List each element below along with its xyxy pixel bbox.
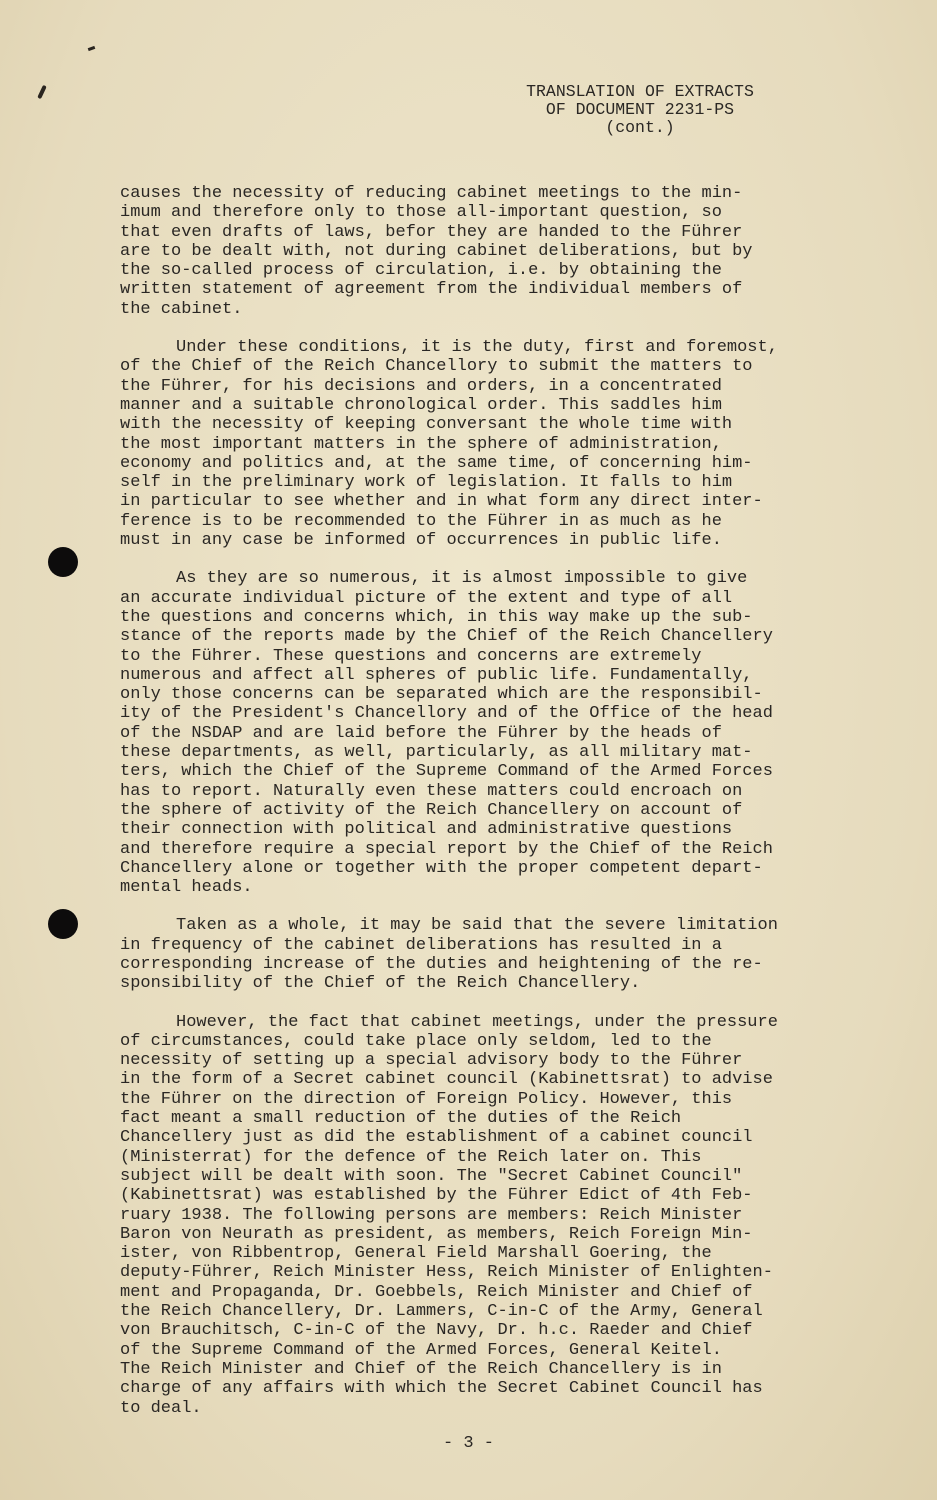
text-line: that even drafts of laws, befor they are handed to the Führer [120,222,743,242]
text-line: Under these conditions, it is the duty, first and foremost, [176,338,778,358]
text-line: manner and a suitable chronological order. This saddles him [120,395,722,415]
text-line: the so-called process of circulation, i.e. by obtaining the [120,261,722,281]
document-body [120,184,865,1437]
text-line: charge of any affairs with which the Secret Cabinet Council has [120,1379,763,1399]
text-line: ters, which the Chief of the Supreme Command of the Armed Forces [120,762,773,782]
header-document-number: OF DOCUMENT 2231-PS [545,100,735,119]
text-line: (Kabinettsrat) was established by the Führer Edict of 4th Feb- [120,1186,753,1206]
paragraph [120,916,865,993]
text-line: in particular to see whether and in what form any direct inter- [120,492,763,512]
text-line: an accurate individual picture of the extent and type of all [120,588,733,608]
text-line: in frequency of the cabinet deliberations has resulted in a [120,935,722,955]
text-line: has to report. Naturally even these matters could encroach on [120,781,743,801]
text-line: Chancellery just as did the establishment of a cabinet council [120,1128,753,1148]
text-line: (Ministerrat) for the defence of the Reich later on. This [120,1147,702,1167]
punch-hole [48,547,78,577]
text-line: their connection with political and administrative questions [120,820,733,840]
text-line: only those concerns can be separated which are the responsibil- [120,685,763,705]
text-line: ment and Propaganda, Dr. Goebbels, Reich Minister and Chief of [120,1282,753,1302]
text-line: these departments, as well, particularly, as all military mat- [120,743,753,763]
text-line: However, the fact that cabinet meetings, under the pressure [176,1012,778,1032]
text-line: the Führer, for his decisions and orders, in a concentrated [120,376,722,396]
text-line: ister, von Ribbentrop, General Field Marshall Goering, the [120,1244,712,1264]
text-line: of the Chief of the Reich Chancellory to submit the matters to [120,357,753,377]
text-line: are to be dealt with, not during cabinet deliberations, but by [120,241,753,261]
text-line: numerous and affect all spheres of public life. Fundamentally, [120,665,753,685]
text-line: of the NSDAP and are laid before the Führer by the heads of [120,723,722,743]
paragraph [120,569,865,897]
text-line: in the form of a Secret cabinet council (Kabinettsrat) to advise [120,1070,773,1090]
text-line: fact meant a small reduction of the duties of the Reich [120,1109,682,1129]
text-line: the sphere of activity of the Reich Chancellery on account of [120,800,743,820]
text-line: written statement of agreement from the individual members of [120,280,743,300]
header-title: TRANSLATION OF EXTRACTS [526,82,754,101]
text-line: economy and politics and, at the same time, of concerning him- [120,453,753,473]
text-line: Taken as a whole, it may be said that the severe limitation [176,916,778,936]
text-line: to the Führer. These questions and concerns are extremely [120,646,702,666]
text-line: the cabinet. [120,299,243,319]
paragraph [120,1013,865,1418]
text-line: causes the necessity of reducing cabinet meetings to the min- [120,184,743,203]
text-line: ity of the President's Chancellory and of the Office of the head [120,704,773,724]
header-continued: (cont.) [605,118,675,137]
text-line: Baron von Neurath as president, as members, Reich Foreign Min- [120,1224,753,1244]
text-line: the questions and concerns which, in this way make up the sub- [120,607,753,627]
document-header [430,83,850,137]
page-number: - 3 - [442,1434,494,1453]
text-line: Chancellery alone or together with the proper competent depart- [120,858,763,878]
text-line: imum and therefore only to those all-important question, so [120,203,722,223]
text-line: subject will be dealt with soon. The "Secret Cabinet Council" [120,1166,743,1186]
text-line: of the Supreme Command of the Armed Forces, General Keitel. [120,1340,722,1360]
text-line: the most important matters in the sphere of administration, [120,434,722,454]
text-line: of circumstances, could take place only seldom, led to the [120,1031,712,1051]
text-line: mental heads. [120,878,253,898]
paragraph [120,184,865,319]
text-line: and therefore require a special report by the Chief of the Reich [120,839,773,859]
text-line: von Brauchitsch, C-in-C of the Navy, Dr. h.c. Raeder and Chief [120,1321,753,1341]
text-line: to deal. [120,1398,202,1418]
text-line: the Reich Chancellery, Dr. Lammers, C-in-C of the Army, General [120,1302,763,1322]
text-line: corresponding increase of the duties and heightening of the re- [120,954,763,974]
text-line: The Reich Minister and Chief of the Reich Chancellery is in [120,1359,722,1379]
paragraph [120,338,865,550]
text-line: self in the preliminary work of legislation. It falls to him [120,473,733,493]
text-line: stance of the reports made by the Chief of the Reich Chancellery [120,627,773,647]
text-line: As they are so numerous, it is almost impossible to give [176,569,748,589]
text-line: must in any case be informed of occurrences in public life. [120,531,722,551]
text-line: ference is to be recommended to the Führer in as much as he [120,511,722,531]
ink-mark [88,46,96,51]
ink-mark [37,85,47,99]
punch-hole [48,909,78,939]
text-line: necessity of setting up a special advisory body to the Führer [120,1051,743,1071]
text-line: the Führer on the direction of Foreign Policy. However, this [120,1089,733,1109]
text-line: with the necessity of keeping conversant the whole time with [120,415,733,435]
text-line: deputy-Führer, Reich Minister Hess, Reich Minister of Enlighten- [120,1263,773,1283]
text-line: sponsibility of the Chief of the Reich Chancellery. [120,974,641,994]
text-line: ruary 1938. The following persons are members: Reich Minister [120,1205,743,1225]
